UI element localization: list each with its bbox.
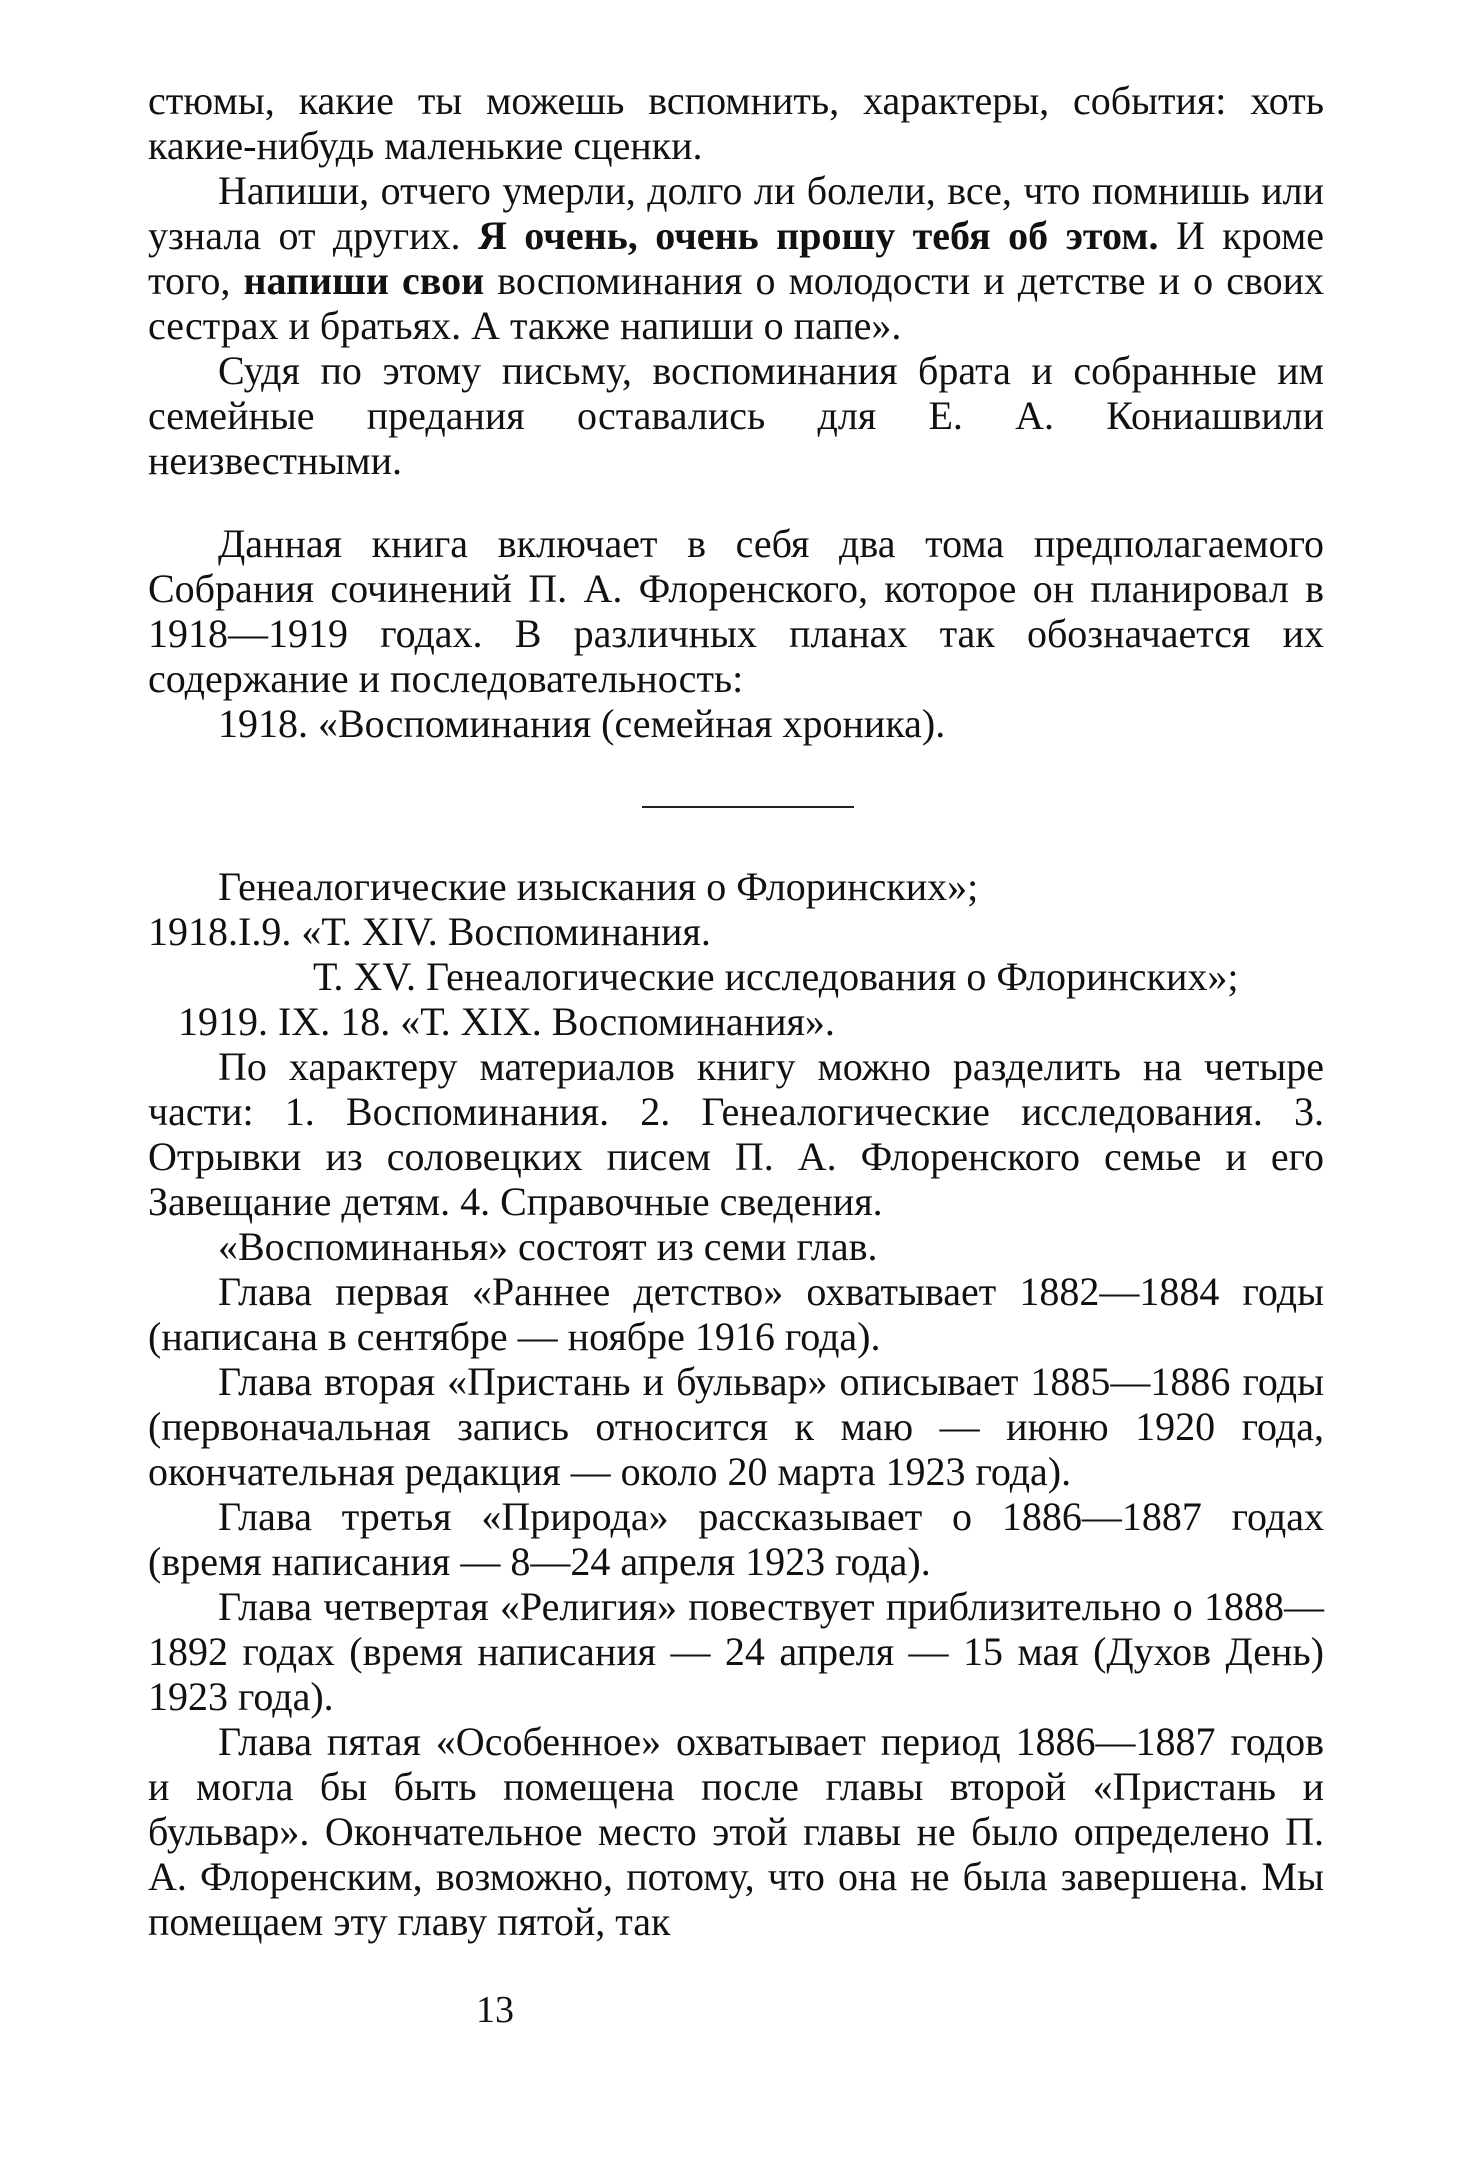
text-run: Глава третья «Природа» рассказывает о 1886—1887 годах (время написания — 8—24 апреля 1923 года).	[148, 1494, 1324, 1584]
paragraph	[148, 1224, 1324, 1269]
paragraph	[148, 1584, 1324, 1719]
paragraph	[148, 1269, 1324, 1359]
text-run: Глава четвертая «Религия» повествует приблизительно о 1888—1892 годах (время написания — 24 апреля — 15 мая (Духов День) 1923 года).	[148, 1584, 1324, 1719]
section-gap	[148, 483, 1324, 521]
paragraph	[148, 78, 1324, 168]
paragraph	[148, 701, 1324, 746]
paragraph	[148, 1044, 1324, 1224]
plan-list	[148, 864, 1324, 1044]
plan-line: 1919. IX. 18. «Т. XIX. Воспоминания».	[178, 999, 835, 1044]
text-run: Судя по этому письму, воспоминания брата и собранные им семейные предания оставались для Е. А. Кониашвили неизвестными.	[148, 348, 1324, 483]
paragraph	[148, 168, 1324, 348]
plan-line: 1918.I.9. «Т. XIV. Воспоминания.	[148, 909, 711, 954]
paragraph	[148, 521, 1324, 701]
text-run: По характеру материалов книгу можно разделить на четыре части: 1. Воспоминания. 2. Генеалогические исследования. 3. Отрывки из соловецких писем П. А. Флоренского семье и его Завещание детям. 4. Справочные сведения.	[148, 1044, 1324, 1224]
text-run: Глава первая «Раннее детство» охватывает 1882—1884 годы (написана в сентябре — ноябре 1916 года).	[148, 1269, 1324, 1359]
page-body	[148, 78, 1324, 1944]
plan-line: Т. XV. Генеалогические исследования о Флоринских»;	[313, 954, 1239, 999]
paragraph	[148, 1719, 1324, 1944]
horizontal-rule	[642, 806, 854, 808]
text-run: Глава пятая «Особенное» охватывает период 1886—1887 годов и могла бы быть помещена после главы второй «Пристань и бульвар». Окончательное место этой главы не было определено П. А. Флоренским, возможно, потому, что она не была завершена. Мы помещаем эту главу пятой, так	[148, 1719, 1324, 1944]
text-run: стюмы, какие ты можешь вспомнить, характеры, события: хоть какие-нибудь маленькие сценки.	[148, 78, 1324, 168]
paragraph	[148, 1359, 1324, 1494]
paragraph	[148, 348, 1324, 483]
text-run: «Воспоминанья» состоят из семи глав.	[218, 1224, 878, 1269]
page-number: 13	[476, 1989, 514, 2031]
bold-text: Я очень, очень прошу тебя об этом.	[477, 213, 1159, 258]
text-run: Данная книга включает в себя два тома предполагаемого Собрания сочинений П. А. Флоренского, которое он планировал в 1918—1919 годах. В различных планах так обозначается их содержание и последовательность:	[148, 521, 1324, 701]
letter-quote-section	[148, 78, 1324, 483]
bold-text: напиши свои	[243, 258, 485, 303]
book-structure-section	[148, 1044, 1324, 1944]
text-run: Глава вторая «Пристань и бульвар» описывает 1885—1886 годы (первоначальная запись относится к маю — июню 1920 года, окончательная редакция — около 20 марта 1923 года).	[148, 1359, 1324, 1494]
text-run: И кроме того,	[148, 213, 1325, 303]
text-run: Напиши, отчего умерли, долго ли болели, все, что помнишь или узнала от других.	[148, 168, 1324, 258]
text-run: воспоминания о молодости и детстве и о своих сестрах и братьях. А также напиши о папе».	[148, 258, 1324, 348]
text-run: 1918. «Воспоминания (семейная хроника).	[218, 701, 946, 746]
separator	[148, 746, 1324, 864]
plan-intro-section	[148, 521, 1324, 746]
plan-line: Генеалогические изыскания о Флоринских»;	[218, 864, 979, 909]
paragraph	[148, 1494, 1324, 1584]
